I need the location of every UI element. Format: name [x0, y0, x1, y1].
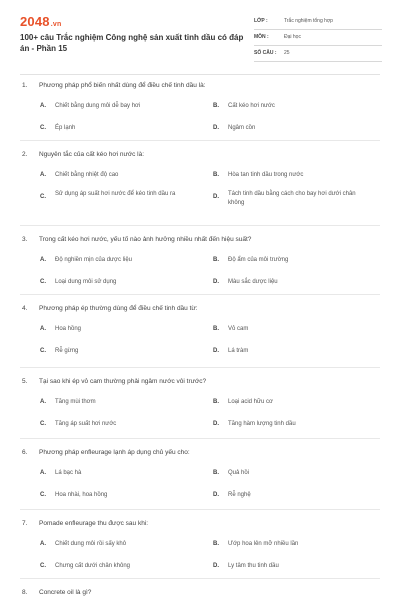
option-text: Hoa nhài, hoa hồng: [55, 492, 108, 498]
option-text: Màu sắc dược liệu: [228, 279, 278, 285]
option-text: Hòa tan tinh dầu trong nước: [228, 172, 304, 178]
question-prompt: Concrete oil là gì?: [39, 589, 92, 596]
option-text: Chiết bằng dung môi dễ bay hơi: [55, 103, 141, 109]
answer-option-b[interactable]: [213, 326, 373, 335]
option-letter: A.: [40, 326, 46, 332]
question-text: [22, 589, 91, 596]
option-text: Rễ nghệ: [228, 492, 251, 498]
option-letter: D.: [213, 421, 219, 427]
question-prompt: Tại sao khi ép vỏ cam thường phải ngâm nước vôi trước?: [39, 378, 207, 385]
option-text: Ngâm cồn: [228, 125, 256, 131]
option-text: Vỏ cam: [228, 326, 249, 332]
question-separator: [20, 509, 380, 510]
answer-option-a[interactable]: [40, 399, 200, 408]
meta-class-row: [254, 14, 382, 30]
option-letter: A.: [40, 541, 46, 547]
question-number: 5.: [22, 378, 28, 385]
option-letter: D.: [213, 194, 219, 200]
answer-option-c[interactable]: [40, 348, 200, 357]
answer-option-c[interactable]: [40, 279, 200, 288]
meta-value: 25: [284, 50, 290, 56]
question-prompt: Phương pháp phổ biến nhất dùng để điều chế tinh dầu là:: [39, 82, 206, 89]
meta-label: MÔN :: [254, 34, 269, 40]
answer-option-b[interactable]: [213, 103, 373, 112]
option-text: Tăng mùi thơm: [55, 399, 96, 405]
option-letter: B.: [213, 470, 219, 476]
answer-option-b[interactable]: [213, 172, 373, 181]
answer-option-a[interactable]: [40, 103, 200, 112]
option-letter: B.: [213, 172, 219, 178]
question-separator: [20, 294, 380, 295]
question-separator: [20, 578, 380, 579]
meta-value: Đại học: [284, 34, 301, 40]
question-text: [22, 449, 190, 456]
option-text: Loại dung môi sử dụng: [55, 279, 117, 285]
option-letter: B.: [213, 541, 219, 547]
question-number: 7.: [22, 520, 28, 527]
question-separator: [20, 438, 380, 439]
meta-count-row: [254, 46, 382, 62]
option-text: Chiết bằng nhiệt độ cao: [55, 172, 119, 178]
answer-option-c[interactable]: [40, 190, 200, 210]
option-text: Sử dụng áp suất hơi nước để kéo tinh dầu ra: [55, 191, 176, 197]
question-prompt: Nguyên tắc của cất kéo hơi nước là:: [39, 151, 145, 158]
option-text: Tăng áp suất hơi nước: [55, 421, 117, 427]
option-letter: A.: [40, 399, 46, 405]
document-header: [0, 0, 400, 72]
answer-option-d[interactable]: [213, 125, 373, 134]
answer-option-c[interactable]: [40, 125, 200, 134]
answer-option-d[interactable]: [213, 190, 373, 210]
question-text: [22, 82, 206, 89]
option-letter: C.: [40, 348, 46, 354]
option-letter: A.: [40, 470, 46, 476]
option-letter: C.: [40, 421, 46, 427]
answer-option-a[interactable]: [40, 257, 200, 266]
answer-option-b[interactable]: [213, 541, 373, 550]
option-letter: B.: [213, 326, 219, 332]
question-text: [22, 151, 144, 158]
option-letter: B.: [213, 399, 219, 405]
answer-option-a[interactable]: [40, 470, 200, 479]
option-letter: D.: [213, 348, 219, 354]
option-text: Hoa hồng: [55, 326, 82, 332]
question-prompt: Pomade enfleurage thu được sau khi:: [39, 520, 149, 527]
meta-subject-row: [254, 30, 382, 46]
question-separator: [20, 225, 380, 226]
option-text: Rễ gừng: [55, 348, 79, 354]
option-letter: D.: [213, 279, 219, 285]
question-prompt: Trong cất kéo hơi nước, yếu tố nào ảnh hưởng nhiều nhất đến hiệu suất?: [39, 236, 252, 243]
option-text: Chưng cất dưới chân không: [55, 563, 131, 569]
question-number: 6.: [22, 449, 28, 456]
option-text: Ép lạnh: [55, 125, 76, 131]
question-text: [22, 378, 206, 385]
question-prompt: Phương pháp enfleurage lạnh áp dụng chủ yếu cho:: [39, 449, 190, 456]
document-meta: [254, 14, 382, 62]
question-number: 1.: [22, 82, 28, 89]
answer-option-d[interactable]: [213, 563, 373, 572]
option-letter: C.: [40, 492, 46, 498]
answer-option-a[interactable]: [40, 172, 200, 181]
option-letter: C.: [40, 194, 46, 200]
question-text: [22, 305, 198, 312]
option-letter: A.: [40, 257, 46, 263]
option-letter: C.: [40, 125, 46, 131]
answer-option-c[interactable]: [40, 492, 200, 501]
option-text: Tách tinh dầu bằng cách cho bay hơi dưới chân không: [228, 191, 356, 206]
option-text: Ướp hoa lên mỡ nhiều lần: [228, 541, 299, 547]
option-letter: D.: [213, 125, 219, 131]
option-letter: B.: [213, 103, 219, 109]
question-separator: [20, 367, 380, 368]
option-text: Loại acid hữu cơ: [228, 399, 273, 405]
question-separator: [20, 140, 380, 141]
option-letter: A.: [40, 172, 46, 178]
option-text: Quả hồi: [228, 470, 250, 476]
option-text: Lá bạc hà: [55, 470, 82, 476]
option-letter: D.: [213, 492, 219, 498]
option-text: Ly tâm thu tinh dầu: [228, 563, 279, 569]
answer-option-d[interactable]: [213, 421, 373, 430]
option-text: Lá tràm: [228, 348, 249, 354]
answer-option-d[interactable]: [213, 279, 373, 288]
answer-option-d[interactable]: [213, 348, 373, 357]
question-number: 2.: [22, 151, 28, 158]
site-logo[interactable]: 2048.vn: [20, 14, 62, 29]
question-number: 4.: [22, 305, 28, 312]
question-prompt: Phương pháp ép thường dùng để điều chế tinh dầu từ:: [39, 305, 198, 312]
option-text: Độ ẩm của môi trường: [228, 257, 289, 263]
question-text: [22, 236, 251, 243]
answer-option-c[interactable]: [40, 563, 200, 572]
option-letter: D.: [213, 563, 219, 569]
option-text: Cất kéo hơi nước: [228, 103, 275, 109]
answer-option-a[interactable]: [40, 541, 200, 550]
option-text: Tăng hàm lượng tinh dầu: [228, 421, 296, 427]
meta-label: LỚP :: [254, 18, 268, 24]
document-title: 100+ câu Trắc nghiệm Công nghệ sản xuất tinh dầu có đáp án - Phần 15: [20, 33, 244, 53]
answer-option-b[interactable]: [213, 257, 373, 266]
meta-label: SỐ CÂU :: [254, 50, 277, 56]
question-text: [22, 520, 148, 527]
header-divider: [20, 74, 380, 75]
option-text: Độ nghiền mịn của dược liệu: [55, 257, 132, 263]
option-letter: C.: [40, 279, 46, 285]
option-letter: C.: [40, 563, 46, 569]
answer-option-c[interactable]: [40, 421, 200, 430]
option-letter: B.: [213, 257, 219, 263]
question-number: 8.: [22, 589, 28, 596]
answer-option-b[interactable]: [213, 470, 373, 479]
answer-option-b[interactable]: [213, 399, 373, 408]
meta-value: Trắc nghiệm tổng hợp: [284, 18, 333, 24]
answer-option-a[interactable]: [40, 326, 200, 335]
question-number: 3.: [22, 236, 28, 243]
option-letter: A.: [40, 103, 46, 109]
answer-option-d[interactable]: [213, 492, 373, 501]
option-text: Chiết dung môi rồi sấy khô: [55, 541, 127, 547]
